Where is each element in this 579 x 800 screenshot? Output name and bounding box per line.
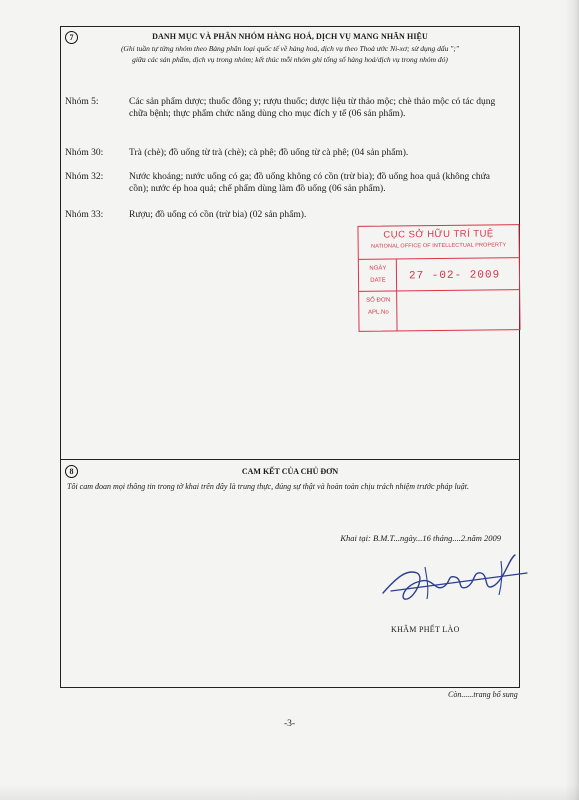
group-row — [65, 148, 511, 160]
commitment-text: Tôi cam đoan mọi thông tin trong tờ khai trên đây là trung thực, đúng sự thật và hoàn toàn chịu trách nhiệm trước pháp luật. — [67, 482, 469, 491]
group-label: Nhóm 33: — [65, 210, 104, 220]
stamp-app-label-en: APL.No — [367, 309, 389, 316]
stamp-rule — [359, 289, 519, 292]
group-row — [65, 97, 511, 120]
stamp-column-rule — [396, 259, 398, 331]
signature-image — [377, 547, 537, 607]
group-text: Trà (chè); đồ uống từ trà (chè); cà phê; đồ uống từ cà phê; (04 sản phẩm). — [129, 148, 409, 158]
section-note-line-2: giữa các sản phẩm, dịch vụ trong nhóm; kết thúc mỗi nhóm ghi tổng số hàng hoá/dịch vụ trong nhóm đó) — [132, 55, 448, 64]
reception-stamp — [357, 224, 520, 332]
group-label: Nhóm 32: — [65, 172, 104, 182]
section-number-7: 7 — [65, 31, 78, 44]
stamp-app-label-vi: SỐ ĐƠN — [366, 297, 391, 304]
group-text: Nước khoáng; nước uống có ga; đồ uống không có cồn (trừ bia); đồ uống hoa quả (không chứa cồn); nước ép hoa quả; chế phẩm dùng làm đồ uống (06 sản phẩm). — [129, 172, 490, 194]
section-note-line-1: (Ghi tuần tự từng nhóm theo Bảng phân loại quốc tế về hàng hoá, dịch vụ theo Thoả ước Ni-xơ; sử dụng dấu ";" — [120, 44, 460, 53]
group-row — [65, 210, 511, 222]
continuation-note: Còn......trang bổ sung — [448, 690, 518, 699]
group-row — [65, 172, 511, 195]
group-text: Rượu; đồ uống có cồn (trừ bia) (02 sản phẩm). — [129, 210, 307, 220]
commitment-title: CAM KẾT CỦA CHỦ ĐƠN — [241, 467, 339, 476]
stamp-subtitle: NATIONAL OFFICE OF INTELLECTUAL PROPERTY — [371, 242, 507, 250]
scan-edge-shadow — [565, 0, 579, 800]
form-frame — [60, 26, 520, 688]
group-label: Nhóm 5: — [65, 97, 99, 107]
stamp-date-value: 27 -02- 2009 — [408, 269, 501, 283]
section-number-8: 8 — [65, 465, 78, 478]
scan-edge-shadow — [0, 784, 579, 800]
stamp-title: CỤC SỞ HỮU TRÍ TUỆ — [383, 228, 494, 241]
group-text: Các sản phẩm dược; thuốc đông y; rượu thuốc; dược liệu từ thảo mộc; chè thảo mộc có tác dụng chữa bệnh; thực phẩm chức năng dùng cho mục đích y tế (06 sản phẩm). — [129, 97, 496, 119]
section-commitment — [61, 461, 519, 687]
stamp-date-label-vi: NGÀY — [369, 265, 387, 272]
signer-name: KHÂM PHẾT LÀO — [391, 625, 460, 634]
group-label: Nhóm 30: — [65, 148, 104, 158]
place-date-line: Khai tại: B.M.T...ngày...16 tháng....2.năm 2009 — [340, 533, 501, 543]
stamp-date-label-en: DATE — [370, 277, 386, 284]
page-number: -3- — [283, 719, 296, 729]
section-title: DANH MỤC VÀ PHÂN NHÓM HÀNG HOÁ, DỊCH VỤ MANG NHÃN HIỆU — [152, 32, 428, 41]
stamp-rule — [359, 257, 519, 260]
section-divider — [61, 459, 519, 460]
